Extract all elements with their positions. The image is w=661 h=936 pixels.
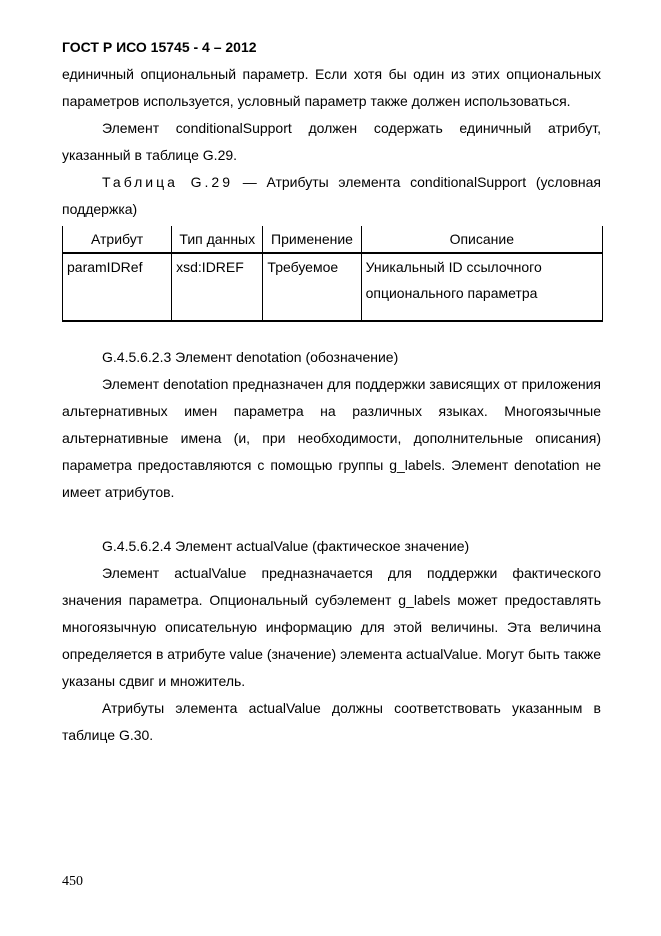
table-caption [62, 169, 601, 223]
section-body-actualvalue-2: Атрибуты элемента actualValue должны соответствовать указанным в таблице G.30. [62, 700, 601, 743]
table-header-usage: Применение [263, 226, 361, 253]
section-heading-denotation: G.4.5.6.2.3 Элемент denotation (обозначение) [102, 349, 399, 365]
table-row [63, 253, 603, 321]
table-cell-attribute: paramIDRef [63, 253, 172, 321]
section-body-actualvalue-1: Элемент actualValue предназначается для поддержки фактического значения параметра. Опциональный субэлемент g_labels может предоставлять многоязычную описательную информацию для этой величины. Эта величина определяется в атрибуте value (значение) элемента actualValue. Могут быть также указаны сдвиг и множитель. [62, 565, 601, 689]
section-heading-actualvalue: G.4.5.6.2.4 Элемент actualValue (фактическое значение) [102, 538, 470, 554]
table-caption-text: — Атрибуты элемента conditionalSupport (условная поддержка) [62, 174, 601, 217]
table-cell-datatype: xsd:IDREF [172, 253, 263, 321]
page-content [62, 34, 601, 749]
table-cell-usage: Требуемое [263, 253, 361, 321]
section-body-denotation: Элемент denotation предназначен для поддержки зависящих от приложения альтернативных имен параметра на различных языках. Многоязычные альтернативные имена (и, при необходимости, дополнительные описания) параметра предоставляются с помощью группы g_labels. Элемент denotation не имеет атрибутов. [62, 376, 601, 500]
page-number: 450 [62, 874, 83, 889]
table-header-datatype: Тип данных [172, 226, 263, 253]
table-header-attribute: Атрибут [63, 226, 172, 253]
table-header-description: Описание [361, 226, 602, 253]
paragraph-conditional-support: Элемент conditionalSupport должен содержать единичный атрибут, указанный в таблице G.29. [62, 120, 601, 163]
table-header-row [63, 226, 603, 253]
table-cell-description: Уникальный ID ссылочного опционального параметра [361, 253, 602, 321]
paragraph-continued: единичный опциональный параметр. Если хотя бы один из этих опциональных параметров используется, условный параметр также должен использоваться. [62, 66, 601, 109]
table-caption-label: Таблица G.29 [102, 174, 233, 190]
spacer [62, 506, 601, 533]
attributes-table [62, 226, 603, 322]
document-header: ГОСТ Р ИСО 15745 - 4 – 2012 [62, 39, 257, 55]
